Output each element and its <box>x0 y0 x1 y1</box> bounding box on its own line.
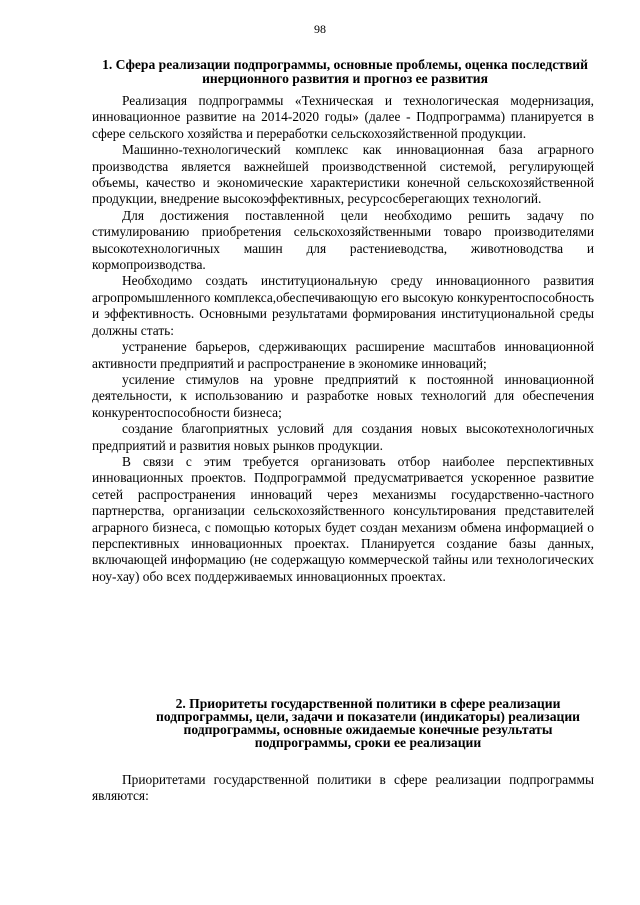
section-2-heading: 2. Приоритеты государственной политики в сфере реализации подпрограммы, цели, задачи и показатели (индикаторы) реализации подпрограммы, основные ожидаемые конечные результаты подпрограммы, сроки ее реализации <box>155 696 581 750</box>
paragraph: В связи с этим требуется организовать отбор наиболее перспективных инновационных проектов. Подпрограммой предусматривается ускоренное развитие сетей распространения инноваций через механизмы государственно-частного партнерства, организации сельскохозяйственного консультирования представителей аграрного бизнеса, с помощью которых будет создан механизм обмена информацией о перспективных инновационных проектах. Планируется создание базы данных, включающей информацию (не содержащую коммерческой тайны или технологических ноу-хау) обо всех поддерживаемых инновационных проектах. <box>92 453 594 584</box>
section-1-heading: 1. Сфера реализации подпрограммы, основные проблемы, оценка последствий инерционного развития и прогноз ее развития <box>102 57 588 86</box>
paragraph: Приоритетами государственной политики в сфере реализации подпрограммы являются: <box>92 772 594 804</box>
paragraph: Для достижения поставленной цели необходимо решить задачу по стимулированию приобретения сельскохозяйственными товаро производителями высокотехнологичных машин для растениеводства, животноводства и кормопроизводства. <box>92 207 594 273</box>
paragraph: Необходимо создать институциональную среду инновационного развития агропромышленного комплекса,обеспечивающую его высокую конкурентоспособность и эффективность. Основными результатами формирования институциональной среды должны стать: <box>92 273 594 338</box>
page-number: 98 <box>314 22 326 36</box>
list-item: устранение барьеров, сдерживающих расширение масштабов инновационной активности предприятий и распространение в экономике инноваций; <box>92 339 594 371</box>
section-1-body <box>92 93 594 585</box>
paragraph: Реализация подпрограммы «Техническая и технологическая модернизация, инновационное развитие на 2014-2020 годы» (далее - Подпрограмма) планируется в сфере сельского хозяйства и переработки сельскохозяйственной продукции. <box>92 93 594 141</box>
paragraph: Машинно-технологический комплекс как инновационная база аграрного производства является важнейшей производственной системой, регулирующей объемы, качество и экономические характеристики конечной сельскохозяйственной продукции, внедрение высокоэффективных, ресурсосберегающих технологий. <box>92 142 594 207</box>
list-item: создание благоприятных условий для создания новых высокотехнологичных предприятий и развития новых рынков продукции. <box>92 421 594 453</box>
section-2-body <box>92 772 594 805</box>
list-item: усиление стимулов на уровне предприятий к постоянной инновационной деятельности, к использованию и разработке новых технологий для обеспечения конкурентоспособности бизнеса; <box>92 371 594 420</box>
